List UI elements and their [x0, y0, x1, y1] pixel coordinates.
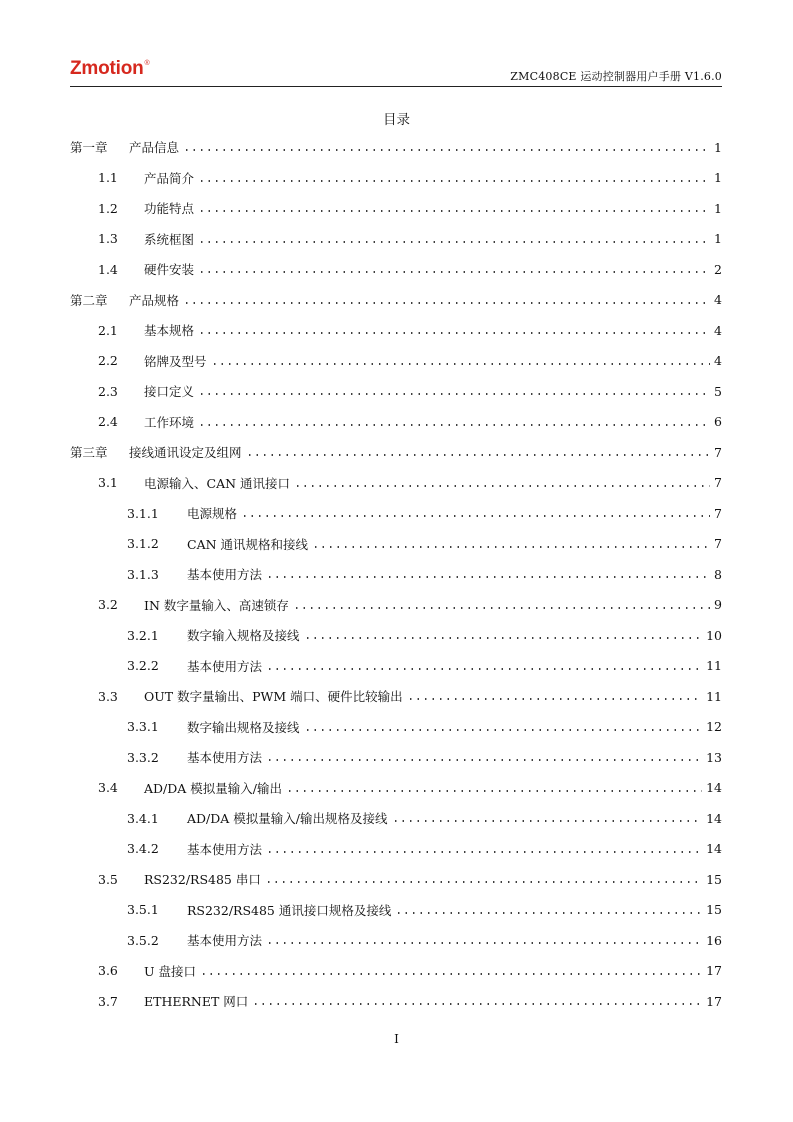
toc-entry-page: 7 [714, 444, 722, 460]
toc-entry-page: 15 [706, 871, 722, 887]
dot-leader [198, 332, 710, 334]
toc-entry-page: 4 [714, 322, 722, 338]
toc-entry-title: 接线通讯设定及组网 [129, 445, 242, 461]
toc-entry-page: 6 [714, 414, 722, 430]
toc-entry-number: 3.4.2 [127, 841, 159, 857]
toc-entry-page: 2 [714, 261, 722, 277]
toc-entry-number: 3.4 [98, 780, 118, 796]
toc-entry[interactable] [70, 803, 722, 834]
dot-leader [198, 210, 710, 212]
table-of-contents [70, 132, 722, 1017]
toc-entry-number: 3.2.1 [127, 627, 159, 643]
dot-leader [392, 820, 703, 822]
toc-entry[interactable] [70, 559, 722, 590]
toc-entry-page: 8 [714, 566, 722, 582]
toc-entry-number: 3.3 [98, 688, 118, 704]
toc-entry-title: RS232/RS485 串口 [144, 872, 261, 888]
toc-entry[interactable] [70, 285, 722, 316]
toc-entry-title: 接口定义 [144, 384, 195, 400]
toc-entry-number: 3.1 [98, 475, 118, 491]
dot-leader [266, 759, 702, 761]
dot-leader [198, 424, 710, 426]
dot-leader [241, 515, 710, 517]
toc-entry-title: 基本使用方法 [187, 933, 263, 949]
toc-entry[interactable] [70, 529, 722, 560]
page-header [70, 56, 722, 87]
toc-entry-number: 3.3.1 [127, 719, 159, 735]
toc-entry-page: 11 [706, 688, 722, 704]
toc-entry-page: 11 [706, 658, 722, 674]
toc-entry[interactable] [70, 864, 722, 895]
toc-entry-title: 产品简介 [144, 170, 195, 186]
toc-entry[interactable] [70, 834, 722, 865]
toc-entry[interactable] [70, 376, 722, 407]
toc-entry-number: 3.1.3 [127, 566, 159, 582]
toc-entry-title: 基本使用方法 [187, 567, 263, 583]
toc-entry-title: 工作环境 [144, 414, 195, 430]
toc-entry[interactable] [70, 315, 722, 346]
toc-entry-number: 3.2 [98, 597, 118, 613]
toc-entry-title: 电源规格 [187, 506, 238, 522]
toc-entry[interactable] [70, 437, 722, 468]
toc-heading: 目录 [383, 112, 410, 128]
toc-entry[interactable] [70, 620, 722, 651]
toc-entry-number: 1.4 [98, 261, 118, 277]
toc-entry-title: OUT 数字量输出、PWM 端口、硬件比较输出 [144, 689, 403, 705]
zmotion-logo [70, 58, 150, 80]
toc-entry-number: 3.5.2 [127, 932, 159, 948]
toc-entry-title: 铭牌及型号 [144, 353, 207, 369]
toc-entry-number: 第二章 [70, 292, 108, 308]
toc-entry-number: 第三章 [70, 445, 108, 461]
toc-entry-number: 2.4 [98, 414, 118, 430]
dot-leader [266, 668, 702, 670]
toc-entry[interactable] [70, 590, 722, 621]
logo-text: Zmotion [70, 58, 144, 79]
toc-entry-page: 17 [706, 963, 722, 979]
toc-entry[interactable] [70, 712, 722, 743]
toc-entry-number: 3.4.1 [127, 810, 159, 826]
toc-entry-number: 第一章 [70, 140, 108, 156]
page-number: I [394, 1032, 399, 1046]
toc-entry-number: 1.3 [98, 231, 118, 247]
toc-entry[interactable] [70, 773, 722, 804]
toc-entry-title: 基本使用方法 [187, 750, 263, 766]
toc-entry-page: 17 [706, 993, 722, 1009]
toc-entry[interactable] [70, 163, 722, 194]
toc-entry-number: 3.5.1 [127, 902, 159, 918]
dot-leader [252, 1003, 702, 1005]
toc-entry[interactable] [70, 986, 722, 1017]
dot-leader [294, 485, 710, 487]
toc-entry-page: 7 [714, 536, 722, 552]
toc-entry[interactable] [70, 193, 722, 224]
toc-entry-page: 14 [706, 841, 722, 857]
dot-leader [312, 546, 710, 548]
toc-entry-page: 4 [714, 353, 722, 369]
toc-entry-title: AD/DA 模拟量输入/输出规格及接线 [187, 811, 388, 827]
toc-entry-title: RS232/RS485 通讯接口规格及接线 [187, 902, 392, 918]
toc-entry-page: 9 [714, 597, 722, 613]
toc-entry[interactable] [70, 498, 722, 529]
toc-entry-page: 12 [706, 719, 722, 735]
toc-entry-number: 2.3 [98, 383, 118, 399]
toc-entry-number: 2.1 [98, 322, 118, 338]
toc-entry-page: 16 [706, 932, 722, 948]
dot-leader [211, 363, 710, 365]
dot-leader [266, 576, 710, 578]
dot-leader [407, 698, 702, 700]
dot-leader [304, 637, 703, 639]
toc-entry-page: 15 [706, 902, 722, 918]
toc-entry-number: 1.2 [98, 200, 118, 216]
dot-leader [183, 149, 710, 151]
dot-leader [265, 881, 702, 883]
toc-entry-title: 电源输入、CAN 通讯接口 [144, 475, 291, 491]
toc-entry[interactable] [70, 407, 722, 438]
dot-leader [246, 454, 710, 456]
toc-entry-page: 10 [706, 627, 722, 643]
toc-entry[interactable] [70, 956, 722, 987]
toc-entry-page: 7 [714, 505, 722, 521]
toc-entry-title: 产品信息 [129, 140, 180, 156]
dot-leader [286, 790, 702, 792]
dot-leader [198, 393, 710, 395]
toc-entry-number: 3.3.2 [127, 749, 159, 765]
toc-entry-number: 1.1 [98, 170, 118, 186]
toc-entry-title: 硬件安装 [144, 262, 195, 278]
dot-leader [200, 973, 702, 975]
toc-entry-page: 4 [714, 292, 722, 308]
toc-entry-page: 5 [714, 383, 722, 399]
toc-entry-number: 3.1.1 [127, 505, 159, 521]
toc-entry-title: 基本使用方法 [187, 841, 263, 857]
dot-leader [183, 302, 710, 304]
toc-entry-title: 基本使用方法 [187, 658, 263, 674]
dot-leader [266, 942, 702, 944]
toc-entry-number: 3.2.2 [127, 658, 159, 674]
toc-entry-title: AD/DA 模拟量输入/输出 [144, 780, 282, 796]
toc-entry[interactable] [70, 895, 722, 926]
toc-entry-title: ETHERNET 网口 [144, 994, 249, 1010]
toc-entry[interactable] [70, 254, 722, 285]
toc-entry-title: 数字输出规格及接线 [187, 719, 300, 735]
toc-entry-page: 1 [714, 170, 722, 186]
dot-leader [266, 851, 702, 853]
toc-entry-page: 1 [714, 200, 722, 216]
toc-entry-page: 13 [706, 749, 722, 765]
toc-entry-title: 功能特点 [144, 201, 195, 217]
toc-entry-page: 1 [714, 139, 722, 155]
document-title: ZMC408CE 运动控制器用户手册 V1.6.0 [510, 70, 722, 83]
toc-entry-number: 3.7 [98, 993, 118, 1009]
toc-entry-number: 3.5 [98, 871, 118, 887]
dot-leader [198, 241, 710, 243]
toc-entry[interactable] [70, 742, 722, 773]
dot-leader [395, 912, 702, 914]
toc-entry-number: 3.6 [98, 963, 118, 979]
toc-entry[interactable] [70, 681, 722, 712]
dot-leader [198, 271, 710, 273]
toc-entry[interactable] [70, 651, 722, 682]
toc-entry-title: 数字输入规格及接线 [187, 628, 300, 644]
toc-entry-title: IN 数字量输入、高速锁存 [144, 597, 289, 613]
toc-entry-page: 7 [714, 475, 722, 491]
toc-entry-title: CAN 通讯规格和接线 [187, 536, 309, 552]
toc-entry-number: 2.2 [98, 353, 118, 369]
toc-entry[interactable] [70, 468, 722, 499]
dot-leader [198, 180, 710, 182]
toc-entry-title: 产品规格 [129, 292, 180, 308]
dot-leader [293, 607, 710, 609]
toc-entry-title: 系统框图 [144, 231, 195, 247]
dot-leader [304, 729, 703, 731]
toc-entry-title: U 盘接口 [144, 963, 197, 979]
toc-entry[interactable] [70, 925, 722, 956]
toc-entry-page: 14 [706, 780, 722, 796]
toc-entry[interactable] [70, 346, 722, 377]
toc-entry-title: 基本规格 [144, 323, 195, 339]
toc-entry[interactable] [70, 132, 722, 163]
registered-mark: ® [144, 60, 150, 67]
toc-entry-page: 1 [714, 231, 722, 247]
toc-entry-number: 3.1.2 [127, 536, 159, 552]
toc-entry[interactable] [70, 224, 722, 255]
toc-entry-page: 14 [706, 810, 722, 826]
